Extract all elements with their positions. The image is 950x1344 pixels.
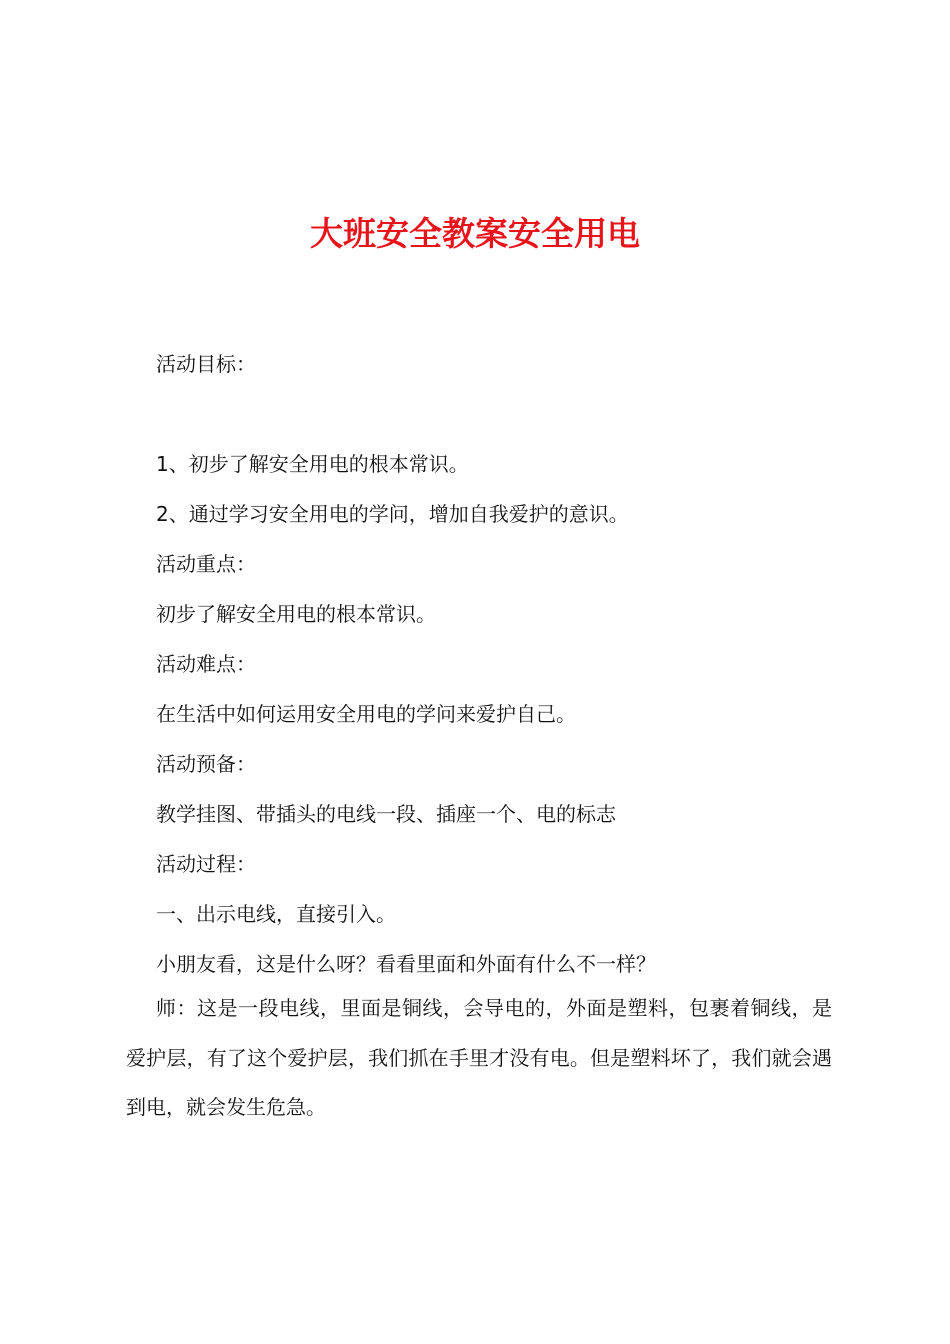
section-heading-preparation: 活动预备： (156, 752, 256, 776)
section-heading-focus: 活动重点： (156, 552, 256, 576)
section-heading-difficulty: 活动难点： (156, 652, 256, 676)
section-heading-process: 活动过程： (156, 852, 256, 876)
goal-item-1: 1、初步了解安全用电的根本常识。 (156, 452, 469, 476)
process-step-1: 一、出示电线，直接引入。 (156, 902, 396, 926)
preparation-text: 教学挂图、带插头的电线一段、插座一个、电的标志 (156, 802, 616, 826)
document-title: 大班安全教案安全用电 (310, 214, 640, 253)
document-body (126, 344, 832, 1133)
teacher-explanation: 师：这是一段电线，里面是铜线，会导电的，外面是塑料，包裹着铜线，是爱护层，有了这个爱护层，我们抓在手里才没有电。但是塑料坏了，我们就会遇到电，就会发生危急。 (126, 996, 832, 1119)
focus-text: 初步了解安全用电的根本常识。 (156, 602, 436, 626)
process-question: 小朋友看，这是什么呀？看看里面和外面有什么不一样？ (156, 952, 656, 976)
section-heading-goals: 活动目标： (156, 352, 256, 376)
goal-item-2: 2、通过学习安全用电的学问，增加自我爱护的意识。 (156, 502, 629, 526)
difficulty-text: 在生活中如何运用安全用电的学问来爱护自己。 (156, 702, 576, 726)
